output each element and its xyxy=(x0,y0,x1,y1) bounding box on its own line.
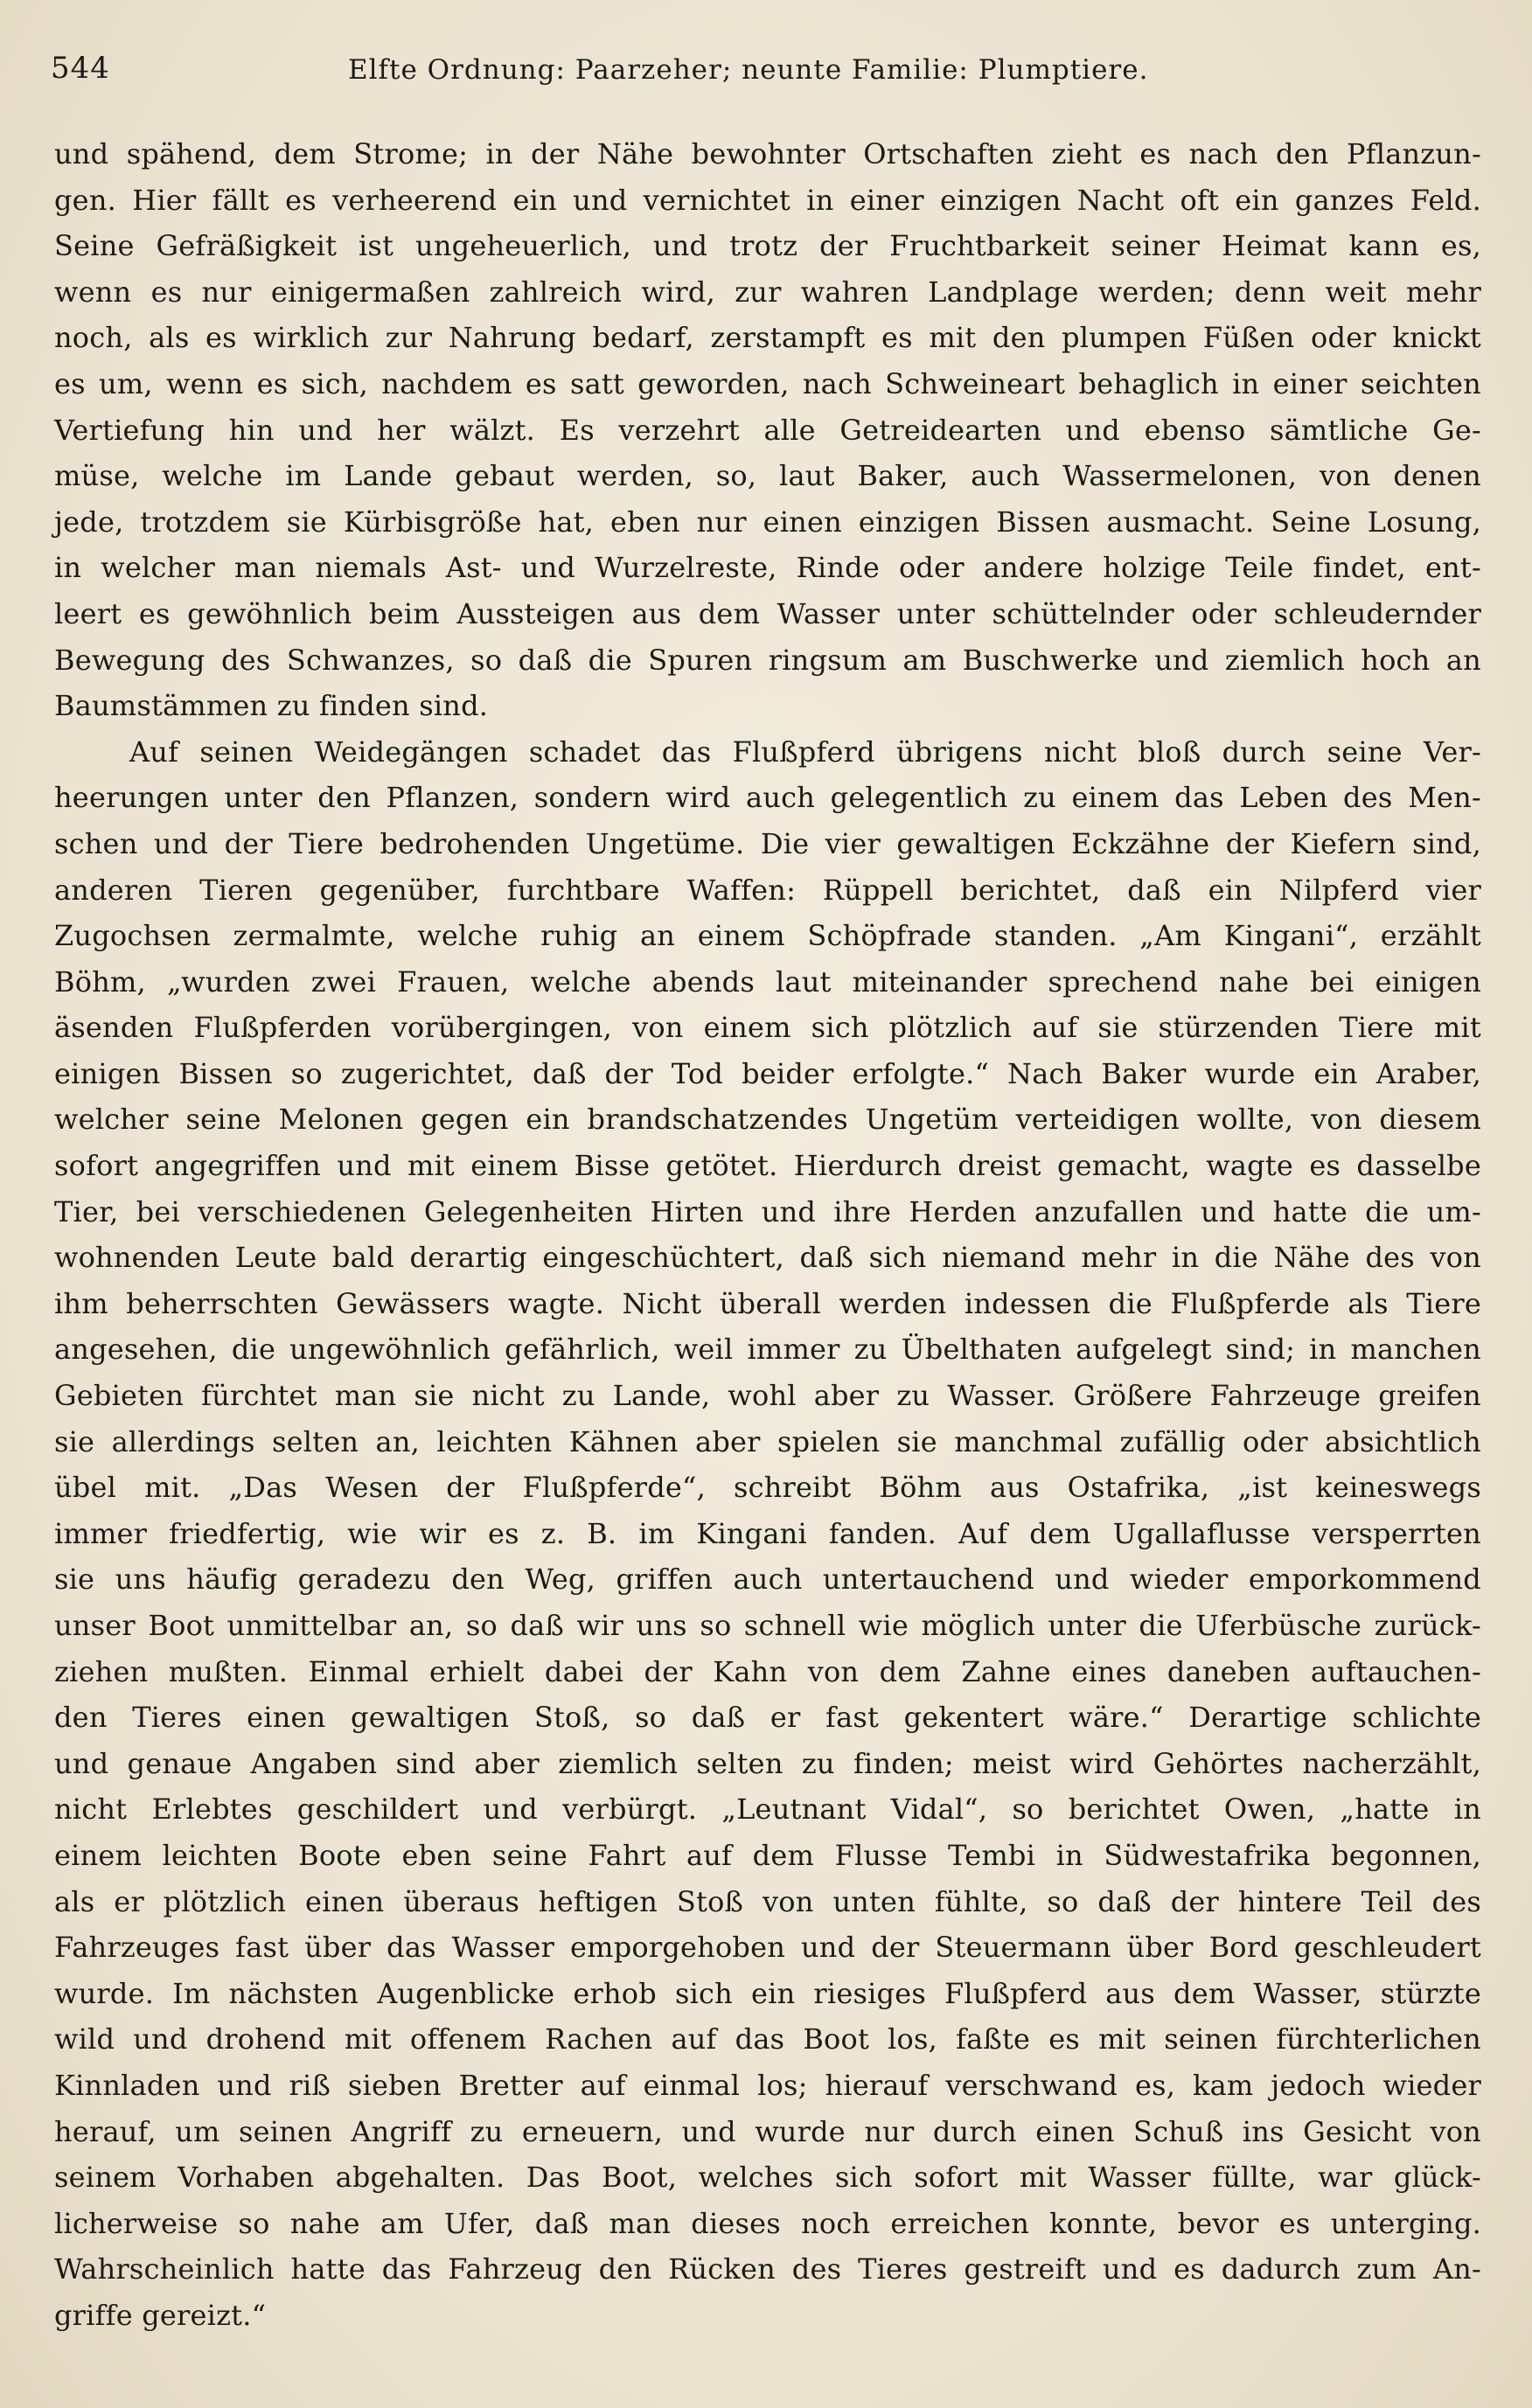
text-line: ihm beherrschten Gewässers wagte. Nicht überall werden indessen die Flußpferde als Tiere xyxy=(54,1286,1481,1320)
text-line: Seine Gefräßigkeit ist ungeheuerlich, und trotz der Fruchtbarkeit seiner Heimat kann es, xyxy=(54,229,1481,263)
text-line: als er plötzlich einen überaus heftigen Stoß von unten fühlte, so daß der hintere Teil des xyxy=(54,1884,1481,1918)
text-line: Zugochsen zermalmte, welche ruhig an einem Schöpfrade standen. „Am Kingani“, erzählt xyxy=(54,919,1481,953)
text-line: Kinnladen und riß sieben Bretter auf einmal los; hierauf verschwand es, kam jedoch wieder xyxy=(54,2068,1481,2102)
text-line: Baumstämmen zu finden sind. xyxy=(54,689,489,723)
text-line: Gebieten fürchtet man sie nicht zu Lande, wohl aber zu Wasser. Größere Fahrzeuge greifen xyxy=(54,1379,1481,1413)
text-line: ziehen mußten. Einmal erhielt dabei der Kahn von dem Zahne eines daneben auftauchen- xyxy=(54,1654,1481,1688)
text-line: Böhm, „wurden zwei Frauen, welche abends laut miteinander sprechend nahe bei einigen xyxy=(54,964,1481,999)
text-line: Tier, bei verschiedenen Gelegenheiten Hirten und ihre Herden anzufallen und hatte die um- xyxy=(54,1194,1481,1228)
text-line: welcher seine Melonen gegen ein brandschatzendes Ungetüm verteidigen wollte, von diesem xyxy=(54,1103,1481,1137)
text-line: licherweise so nahe am Ufer, daß man dieses noch erreichen konnte, bevor es unterging. xyxy=(54,2206,1481,2240)
text-line: jede, trotzdem sie Kürbisgröße hat, eben nur einen einzigen Bissen ausmacht. Seine Losung, xyxy=(54,505,1481,539)
text-line: müse, welche im Lande gebaut werden, so, laut Baker, auch Wassermelonen, von denen xyxy=(54,459,1481,493)
text-line: Wahrscheinlich hatte das Fahrzeug den Rücken des Tieres gestreift und es dadurch zum An- xyxy=(54,2252,1481,2286)
text-line: in welcher man niemals Ast- und Wurzelreste, Rinde oder andere holzige Teile findet, ent- xyxy=(54,551,1481,585)
text-line: sofort angegriffen und mit einem Bisse getötet. Hierdurch dreist gemacht, wagte es dasselbe xyxy=(54,1149,1481,1183)
text-line: herauf, um seinen Angriff zu erneuern, und wurde nur durch einen Schuß ins Gesicht von xyxy=(54,2114,1481,2148)
running-head: Elfte Ordnung: Paarzeher; neunte Familie: Plumptiere. xyxy=(348,54,1149,86)
text-line: griffe gereizt.“ xyxy=(54,2298,267,2332)
text-line: nicht Erlebtes geschildert und verbürgt. „Leutnant Vidal“, so berichtet Owen, „hatte in xyxy=(54,1792,1481,1827)
text-line: Vertiefung hin und her wälzt. Es verzehrt alle Getreidearten und ebenso sämtliche Ge- xyxy=(54,413,1481,447)
text-line: Auf seinen Weidegängen schadet das Flußpferd übrigens nicht bloß durch seine Ver- xyxy=(129,734,1481,769)
text-line: heerungen unter den Pflanzen, sondern wird auch gelegentlich zu einem das Leben des Men- xyxy=(54,781,1481,815)
text-line: einigen Bissen so zugerichtet, daß der Tod beider erfolgte.“ Nach Baker wurde ein Araber, xyxy=(54,1056,1481,1090)
paragraph-1 xyxy=(54,131,1481,729)
body-text xyxy=(54,131,1481,2339)
text-line: den Tieres einen gewaltigen Stoß, so daß er fast gekentert wäre.“ Derartige schlichte xyxy=(54,1701,1481,1735)
page-header xyxy=(51,51,1485,103)
text-line: äsenden Flußpferden vorübergingen, von einem sich plötzlich auf sie stürzenden Tiere mit xyxy=(54,1011,1481,1045)
text-line: und spähend, dem Strome; in der Nähe bewohnter Ortschaften zieht es nach den Pflanzun- xyxy=(54,137,1481,171)
text-line: wild und drohend mit offenem Rachen auf das Boot los, faßte es mit seinen fürchterlichen xyxy=(54,2022,1481,2057)
text-line: angesehen, die ungewöhnlich gefährlich, weil immer zu Übelthaten aufgelegt sind; in manchen xyxy=(54,1333,1481,1367)
text-line: es um, wenn es sich, nachdem es satt geworden, nach Schweineart behaglich in einer seichten xyxy=(54,366,1481,400)
text-line: Fahrzeuges fast über das Wasser emporgehoben und der Steuermann über Bord geschleudert xyxy=(54,1931,1481,1965)
text-line: immer friedfertig, wie wir es z. B. im Kingani fanden. Auf dem Ugallaflusse versperrten xyxy=(54,1516,1481,1550)
text-line: wurde. Im nächsten Augenblicke erhob sich ein riesiges Flußpferd aus dem Wasser, stürzte xyxy=(54,1976,1481,2010)
text-line: wohnenden Leute bald derartig eingeschüchtert, daß sich niemand mehr in die Nähe des von xyxy=(54,1241,1481,1275)
text-line: sie allerdings selten an, leichten Kähnen aber spielen sie manchmal zufällig oder absichtlich xyxy=(54,1424,1481,1458)
text-line: einem leichten Boote eben seine Fahrt auf dem Flusse Tembi in Südwestafrika begonnen, xyxy=(54,1838,1481,1872)
text-line: schen und der Tiere bedrohenden Ungetüme. Die vier gewaltigen Eckzähne der Kiefern sind, xyxy=(54,826,1481,860)
text-line: anderen Tieren gegenüber, furchtbare Waffen: Rüppell berichtet, daß ein Nilpferd vier xyxy=(54,873,1481,907)
text-line: sie uns häufig geradezu den Weg, griffen auch untertauchend und wieder emporkommend xyxy=(54,1562,1481,1597)
page-number: 544 xyxy=(51,51,110,86)
text-line: wenn es nur einigermaßen zahlreich wird, zur wahren Landplage werden; denn weit mehr xyxy=(54,275,1481,309)
text-line: übel mit. „Das Wesen der Flußpferde“, schreibt Böhm aus Ostafrika, „ist keineswegs xyxy=(54,1471,1481,1505)
text-line: unser Boot unmittelbar an, so daß wir uns so schnell wie möglich unter die Uferbüsche zurück- xyxy=(54,1609,1481,1642)
text-line: gen. Hier fällt es verheerend ein und vernichtet in einer einzigen Nacht oft ein ganzes Feld. xyxy=(54,183,1481,217)
paragraph-2 xyxy=(54,729,1481,2339)
text-line: seinem Vorhaben abgehalten. Das Boot, welches sich sofort mit Wasser füllte, war glück- xyxy=(54,2161,1481,2195)
text-line: und genaue Angaben sind aber ziemlich selten zu finden; meist wird Gehörtes nacherzählt, xyxy=(54,1746,1481,1780)
text-line: noch, als es wirklich zur Nahrung bedarf, zerstampft es mit den plumpen Füßen oder knickt xyxy=(54,321,1481,355)
text-line: Bewegung des Schwanzes, so daß die Spuren ringsum am Buschwerke und ziemlich hoch an xyxy=(54,643,1481,677)
text-line: leert es gewöhnlich beim Aussteigen aus dem Wasser unter schüttelnder oder schleudernder xyxy=(54,596,1481,630)
